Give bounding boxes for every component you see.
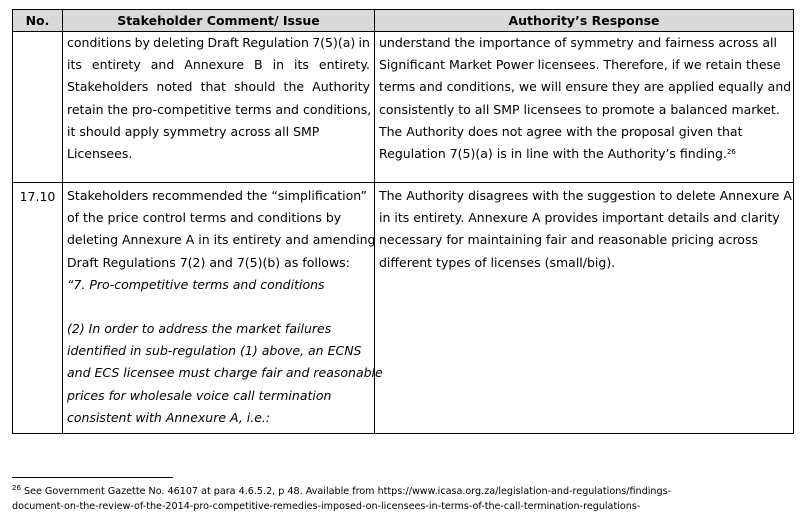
quote-line: identified in sub-regulation (1) above, an ECNS xyxy=(67,343,362,359)
quote-line: prices for wholesale voice call termination xyxy=(67,387,332,403)
response-line: in its entirety. Annexure A provides important details and clarity xyxy=(379,210,780,226)
quote-line: and ECS licensee must charge fair and reasonable xyxy=(67,365,383,381)
footnote-text[interactable]: See Government Gazette No. 46107 at para 4.6.5.2, p 48. Available from https://www.icasa.org.za/legislation-and-regulations/findings- xyxy=(23,486,672,497)
comment-line: Stakeholders recommended the “simplification” xyxy=(67,188,367,203)
response-line: The Authority disagrees with the suggestion to delete Annexure A xyxy=(379,188,792,203)
comment-line: of the price control terms and conditions by xyxy=(67,210,342,226)
comment-cell xyxy=(63,183,383,434)
table-row xyxy=(13,183,794,434)
footnote-line xyxy=(12,484,797,499)
comment-line: deleting Annexure A in its entirety and amending xyxy=(67,232,376,248)
comments-table xyxy=(12,9,794,434)
comment-line: Draft Regulations 7(2) and 7(5)(b) as follows: xyxy=(67,254,350,270)
response-line: The Authority does not agree with the proposal given that xyxy=(379,123,743,139)
footnote-divider xyxy=(12,477,173,478)
row-number xyxy=(13,32,63,183)
footnote-ref[interactable]: 26 xyxy=(726,148,736,157)
blank-line xyxy=(67,296,370,318)
footnote xyxy=(12,484,797,514)
header-response: Authority’s Response xyxy=(375,10,794,32)
comment-line: conditions by deleting Draft Regulation 7(5)(a) in xyxy=(67,35,370,50)
comment-line: Licensees. xyxy=(67,146,133,162)
quote-line: (2) In order to address the market failures xyxy=(67,321,332,337)
response-line: terms and conditions, we will ensure they are applied equally and xyxy=(379,79,792,95)
comment-cell xyxy=(63,32,375,183)
table-row xyxy=(13,32,794,183)
response-line: consistently to all SMP licensees to promote a balanced market. xyxy=(379,101,780,117)
footnote-number: 26 xyxy=(12,484,21,492)
comment-line: it should apply symmetry across all SMP xyxy=(67,123,320,139)
response-line: different types of licenses (small/big). xyxy=(379,254,616,270)
response-cell xyxy=(375,32,794,183)
quote-line: consistent with Annexure A, i.e.: xyxy=(67,409,271,425)
response-line: Significant Market Power licensees. Therefore, if we retain these xyxy=(379,57,781,73)
comment-line: Stakeholders noted that should the Authority xyxy=(67,79,370,95)
comment-line: its entirety and Annexure B in its entirety. xyxy=(67,57,370,73)
response-line-last: Regulation 7(5)(a) is in line with the Authority’s finding.$^{26}$ xyxy=(379,146,736,162)
response-line: understand the importance of symmetry and fairness across all xyxy=(379,35,777,50)
header-comment: Stakeholder Comment/ Issue xyxy=(63,10,375,32)
response-cell xyxy=(375,183,794,434)
comment-line: retain the pro-competitive terms and conditions, xyxy=(67,101,372,117)
row-number: 17.10 xyxy=(13,183,63,434)
table-header-row xyxy=(13,10,794,32)
header-no: No. xyxy=(13,10,63,32)
response-line: necessary for maintaining fair and reasonable pricing across xyxy=(379,232,758,248)
quote-title: “7. Pro-competitive terms and conditions xyxy=(67,276,325,292)
footnote-line[interactable]: document-on-the-review-of-the-2014-pro-competitive-remedies-imposed-on-licensees-in-terms-of-the-call-termination-regulations- xyxy=(12,501,641,512)
